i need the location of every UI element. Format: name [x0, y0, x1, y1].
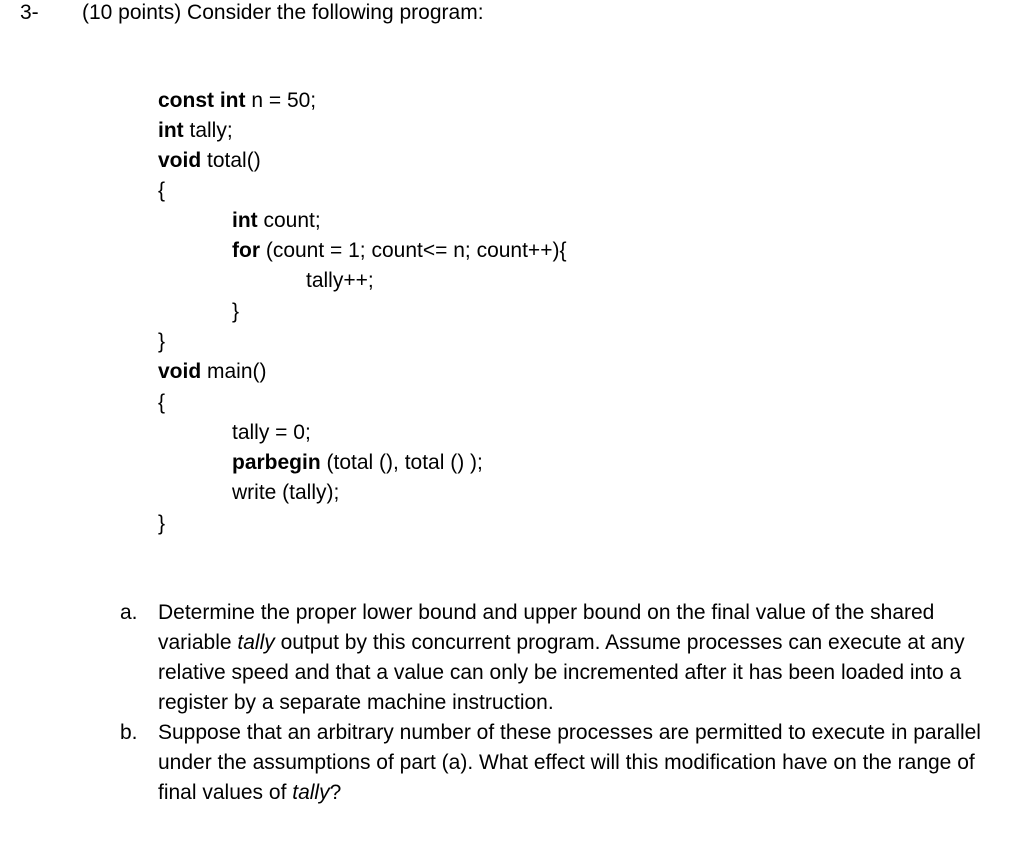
code-line: {	[158, 179, 166, 202]
code-line: {	[158, 391, 166, 414]
code-line: int tally;	[158, 119, 233, 142]
code-line: void main()	[158, 360, 267, 383]
part-b-text: Suppose that an arbitrary number of these processes are permitted to execute in parallel under the assumptions of part (a). What effect will this modification have on the range of final values of tally?	[158, 721, 981, 804]
code-line: parbegin (total (), total () );	[232, 451, 483, 474]
code-line: int count;	[232, 209, 321, 232]
code-line: }	[232, 300, 240, 323]
code-line: tally = 0;	[232, 421, 311, 444]
code-line: void total()	[158, 149, 261, 172]
code-line: const int n = 50;	[158, 89, 317, 112]
part-a-label: a.	[120, 601, 138, 624]
code-line: for (count = 1; count<= n; count++){	[232, 239, 567, 262]
part-a-text: Determine the proper lower bound and upper bound on the final value of the shared variable tally output by this concurrent program. Assume processes can execute at any relative speed and that a value can only be incremented after it has been loaded into a register by a separate machine instruction.	[158, 601, 965, 714]
code-line: }	[158, 512, 166, 535]
question-header: (10 points) Consider the following program:	[82, 1, 484, 24]
code-line: write (tally);	[232, 481, 340, 504]
code-line: }	[158, 330, 166, 353]
code-line: tally++;	[306, 269, 374, 292]
question-number: 3-	[20, 1, 39, 24]
part-b-label: b.	[120, 721, 138, 744]
